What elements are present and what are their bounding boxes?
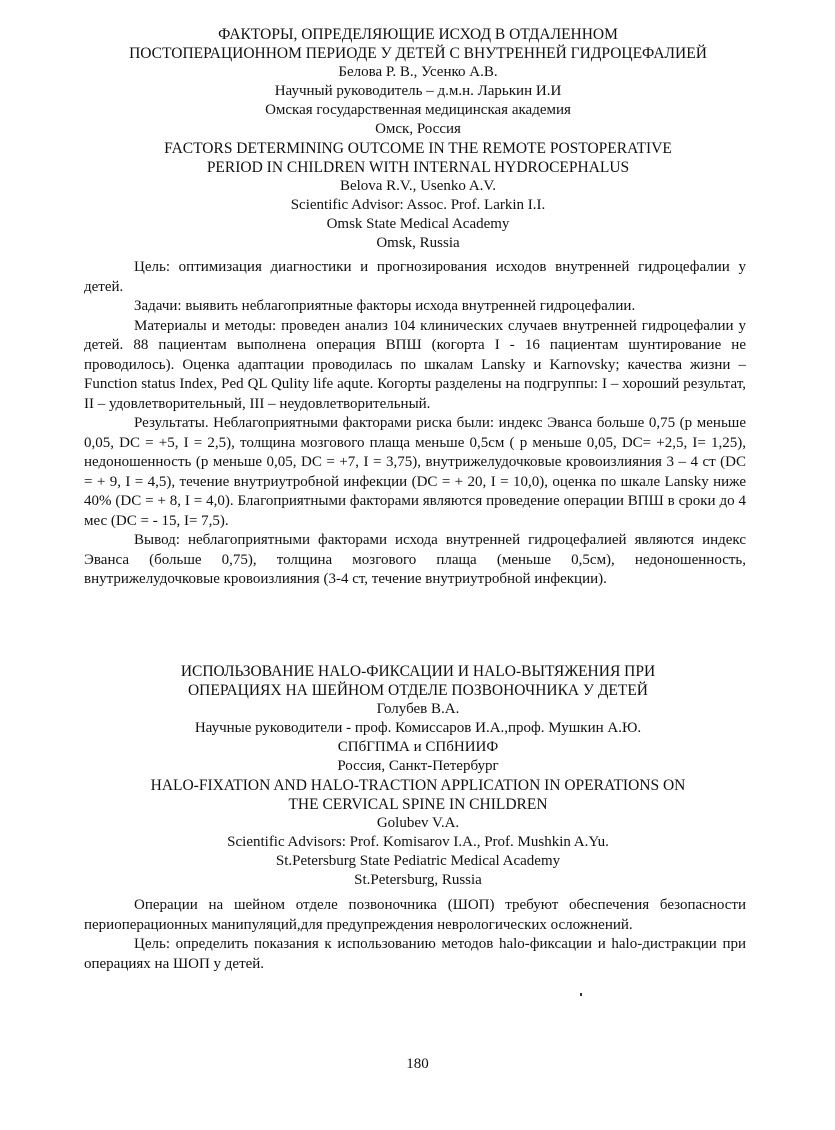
article2-authors-ru: Голубев В.А. (376, 701, 460, 717)
article1-title-en-line1: FACTORS DETERMINING OUTCOME IN THE REMOTE POSTOPERATIVE (164, 140, 672, 157)
article1-title-ru-line2: ПОСТОПЕРАЦИОННОМ ПЕРИОДЕ У ДЕТЕЙ С ВНУТРЕННЕЙ ГИДРОЦЕФАЛИЕЙ (129, 45, 707, 62)
scan-speck (580, 993, 582, 996)
article1-title-en-line2: PERIOD IN CHILDREN WITH INTERNAL HYDROCEPHALUS (206, 159, 630, 176)
article1-paragraph-methods: Материалы и методы: проведен анализ 104 клинических случаев внутренней гидроцефалии у детей. 88 пациентам выполнена операция ВПШ (когорта I - 16 пациентам шунтирование не проводилось). Оценка адаптации проводилась по шкалам Lansky и Karnovsky; качества жизни – Function status Index, Ped QL Qulity life aqute. Когорты разделены на подгруппы: I – хороший результат, II – удовлетворительный, III – неудовлетворительный. (84, 317, 746, 412)
article2-paragraph-aim: Цель: определить показания к использованию методов halo-фиксации и halo-дистракции при операциях на ШОП у детей. (84, 936, 746, 972)
article1-org-en: Omsk State Medical Academy (326, 216, 510, 232)
article2-title-ru-line2: ОПЕРАЦИЯХ НА ШЕЙНОМ ОТДЕЛЕ ПОЗВОНОЧНИКА У ДЕТЕЙ (187, 682, 649, 699)
article1-authors-en: Belova R.V., Usenko A.V. (339, 178, 497, 194)
article1-org-ru: Омская государственная медицинская академия (265, 102, 571, 118)
article1-paragraph-aim: Цель: оптимизация диагностики и прогнозирования исходов внутренней гидроцефалии у детей. (84, 259, 746, 295)
article2-body (84, 896, 746, 974)
article1-city-en: Omsk, Russia (376, 235, 460, 251)
article2-advisor-ru: Научные руководители - проф. Комиссаров И.А.,проф. Мушкин А.Ю. (194, 720, 642, 736)
article2-title-en-line2: THE CERVICAL SPINE IN CHILDREN (288, 796, 548, 813)
article2-paragraph-intro: Операции на шейном отделе позвоночника (ШОП) требуют обеспечения безопасности периоперационных манипуляций,для предупреждения неврологических осложнений. (84, 897, 746, 933)
article1-header (80, 25, 756, 253)
article2-org-ru: СПбГПМА и СПбНИИФ (337, 739, 499, 755)
article2-city-en: St.Petersburg, Russia (354, 872, 482, 888)
article1-body (84, 258, 746, 590)
article1-city-ru: Омск, Россия (375, 121, 461, 137)
article1-advisor-en: Scientific Advisor: Assoc. Prof. Larkin I.I. (290, 197, 546, 213)
article2-city-ru: Россия, Санкт-Петербург (337, 758, 499, 774)
article1-title-ru-line1: ФАКТОРЫ, ОПРЕДЕЛЯЮЩИЕ ИСХОД В ОТДАЛЕННОМ (218, 26, 618, 43)
page-number: 180 (406, 1056, 429, 1072)
article1-paragraph-conclusion: Вывод: неблагоприятными факторами исхода внутренней гидроцефалией являются индекс Эванса (больше 0,75), толщина мозгового плаща (меньше 0,5см), недоношенность, внутрижелудочковые кровоизлияния (3-4 ст, течение внутриутробной инфекции). (84, 532, 746, 587)
article2-authors-en: Golubev V.A. (376, 815, 460, 831)
article1-paragraph-tasks: Задачи: выявить неблагоприятные факторы исхода внутренней гидроцефалии. (134, 298, 636, 314)
article2-title-ru-line1: ИСПОЛЬЗОВАНИЕ HALO-ФИКСАЦИИ И HALO-ВЫТЯЖЕНИЯ ПРИ (180, 663, 656, 680)
article2-title-en-line1: HALO-FIXATION AND HALO-TRACTION APPLICATION IN OPERATIONS ON (150, 777, 686, 794)
article2-org-en: St.Petersburg State Pediatric Medical Academy (275, 853, 561, 869)
article2-advisor-en: Scientific Advisors: Prof. Komisarov I.A., Prof. Mushkin A.Yu. (227, 834, 609, 850)
article1-authors-ru: Белова Р. В., Усенко А.В. (338, 64, 498, 80)
article1-paragraph-results: Результаты. Неблагоприятными факторами риска были: индекс Эванса больше 0,75 (р меньше 0,05, DC = +5, I = 2,5), толщина мозгового плаща меньше 0,5см ( р меньше 0,05, DC= +2,5, I= 1,25), недоношенность (р меньше 0,05, DC = +7, I = 3,75), внутрижелудочковые кровоизлияния 3 – 4 ст (DC = + 9, I = 4,5), течение внутриутробной инфекции (DC = + 20, I = 10,0), оценка по шкале Lansky ниже 40% (DC = + 8, I = 4,0). Благоприятными факторами являются проведение операции ВПШ в сроки до 4 мес (DC = - 15, I= 7,5). (84, 415, 746, 529)
article1-advisor-ru: Научный руководитель – д.м.н. Ларькин И.И (274, 83, 562, 99)
article2-header (80, 662, 756, 890)
